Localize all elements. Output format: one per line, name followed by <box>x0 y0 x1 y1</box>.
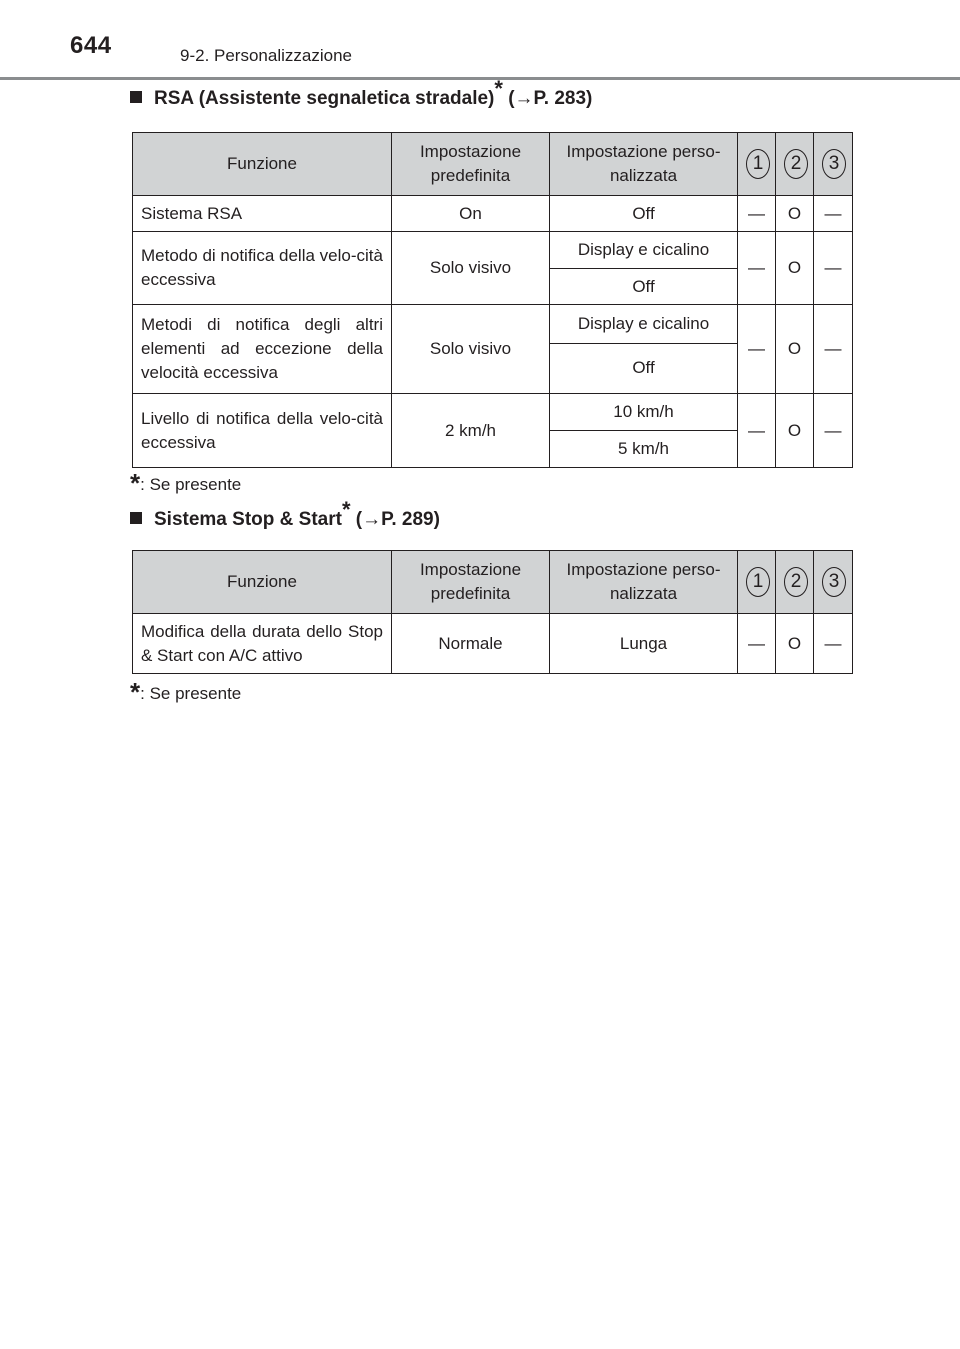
cell-col-3: — <box>814 305 853 394</box>
cell-col-2: O <box>776 196 814 232</box>
cell-col-1: — <box>738 394 776 468</box>
section-title: RSA (Assistente segnaletica stradale) <box>154 88 495 109</box>
section-heading-rsa <box>130 76 593 110</box>
cell-function: Sistema RSA <box>133 196 392 232</box>
cell-col-2: O <box>776 394 814 468</box>
cell-custom: Off <box>550 196 738 232</box>
cell-col-1: — <box>738 196 776 232</box>
footnote-text: : Se presente <box>140 475 242 494</box>
stop-start-settings-table <box>132 550 853 674</box>
page-reference: (→P. 289) <box>355 509 440 530</box>
header-predefinita: Impostazione predefinita <box>392 551 550 614</box>
cell-default: Solo visivo <box>392 305 550 394</box>
header-personalizzata: Impostazione perso-nalizzata <box>550 133 738 196</box>
header-col-3 <box>814 551 853 614</box>
cell-custom: Off <box>550 343 738 393</box>
cell-custom: 10 km/h <box>550 394 738 431</box>
cell-default: 2 km/h <box>392 394 550 468</box>
cell-default: Normale <box>392 614 550 674</box>
cell-custom: Lunga <box>550 614 738 674</box>
cell-col-3: — <box>814 614 853 674</box>
footnote <box>130 468 242 498</box>
header-personalizzata: Impostazione perso-nalizzata <box>550 551 738 614</box>
circled-number-1-icon: 1 <box>746 149 770 179</box>
header-predefinita: Impostazione predefinita <box>392 133 550 196</box>
cell-custom: 5 km/h <box>550 431 738 468</box>
header-rule <box>0 77 960 80</box>
footnote-star: * <box>130 468 141 498</box>
rsa-settings-table <box>132 132 853 468</box>
cell-function: Metodo di notifica della velo-cità eccessiva <box>133 232 392 305</box>
cell-col-3: — <box>814 196 853 232</box>
header-col-2 <box>776 133 814 196</box>
cell-custom: Display e cicalino <box>550 305 738 344</box>
footnote <box>130 677 242 707</box>
section-label: 9-2. Personalizzazione <box>180 46 352 65</box>
header-col-3 <box>814 133 853 196</box>
footnote-star: * <box>341 497 351 522</box>
footnote-text: : Se presente <box>140 684 242 703</box>
section-heading-stop-start <box>130 497 440 531</box>
header-col-1 <box>738 551 776 614</box>
footnote-star: * <box>494 76 503 101</box>
header-col-2 <box>776 551 814 614</box>
circled-number-3-icon: 3 <box>822 149 846 179</box>
cell-default: Solo visivo <box>392 232 550 305</box>
footnote-star: * <box>130 677 141 707</box>
cell-col-3: — <box>814 394 853 468</box>
cell-custom: Off <box>550 269 738 305</box>
cell-col-1: — <box>738 305 776 394</box>
table-row <box>133 394 853 431</box>
header-col-1 <box>738 133 776 196</box>
cell-col-2: O <box>776 305 814 394</box>
square-bullet-icon <box>130 512 142 524</box>
table-row <box>133 614 853 674</box>
header-funzione: Funzione <box>133 551 392 614</box>
section-title: Sistema Stop & Start <box>154 509 342 530</box>
cell-col-3: — <box>814 232 853 305</box>
page-reference: (→P. 283) <box>508 88 593 109</box>
table-row <box>133 196 853 232</box>
cell-col-2: O <box>776 614 814 674</box>
table-header-row <box>133 551 853 614</box>
cell-function: Livello di notifica della velo-cità eccessiva <box>133 394 392 468</box>
cell-col-2: O <box>776 232 814 305</box>
circled-number-3-icon: 3 <box>822 567 846 597</box>
cell-function: Modifica della durata dello Stop & Start con A/C attivo <box>133 614 392 674</box>
cell-col-1: — <box>738 614 776 674</box>
table-row <box>133 232 853 269</box>
table-row <box>133 305 853 344</box>
header-funzione: Funzione <box>133 133 392 196</box>
page-number: 644 <box>70 32 112 59</box>
circled-number-2-icon: 2 <box>784 149 808 179</box>
cell-col-1: — <box>738 232 776 305</box>
cell-function: Metodi di notifica degli altri elementi ad eccezione della velocità eccessiva <box>133 305 392 394</box>
circled-number-2-icon: 2 <box>784 567 808 597</box>
circled-number-1-icon: 1 <box>746 567 770 597</box>
table-header-row <box>133 133 853 196</box>
page-header <box>0 0 960 80</box>
square-bullet-icon <box>130 91 142 103</box>
cell-custom: Display e cicalino <box>550 232 738 269</box>
cell-default: On <box>392 196 550 232</box>
